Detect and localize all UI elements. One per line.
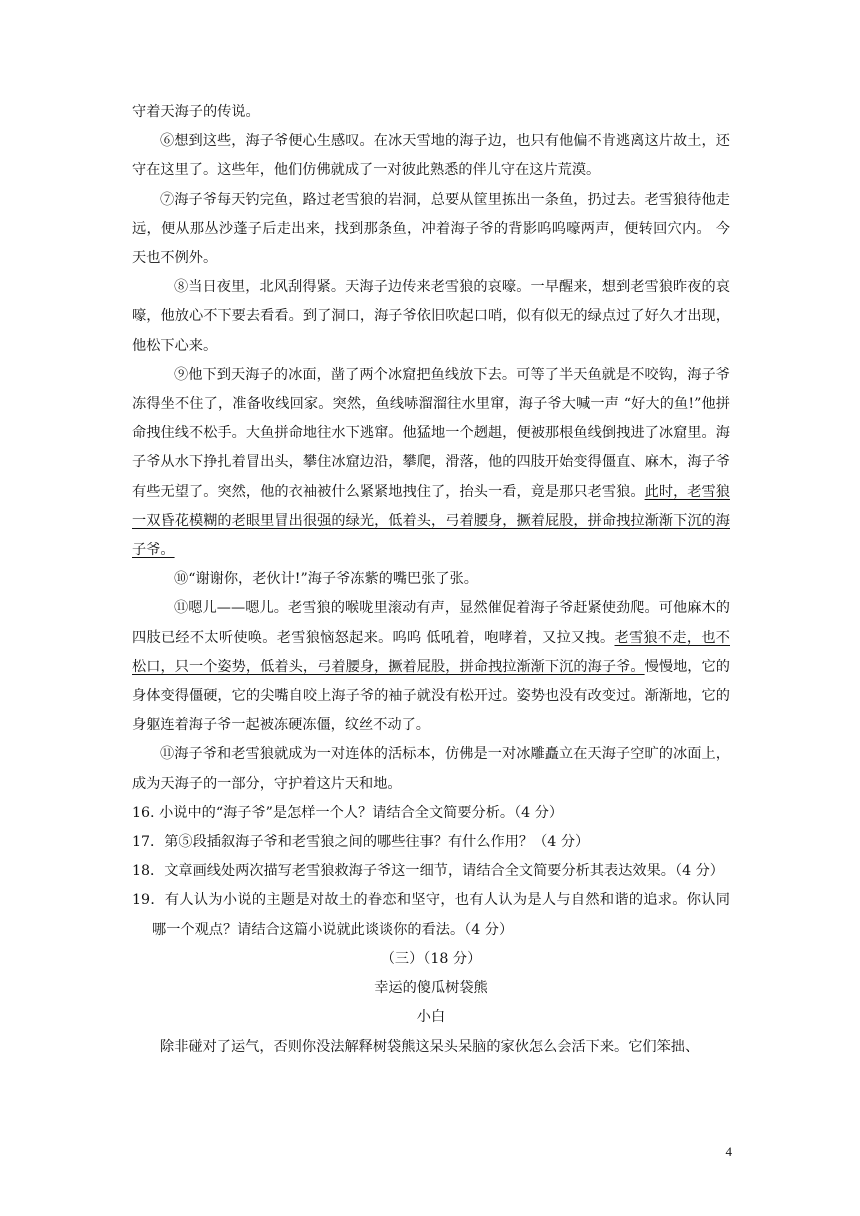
underlined-passage-1: 此时，老雪狼一双昏花模糊的老眼里冒出很强的绿光，低着头，弓着腰身，撅着屁股，拼命拽拉渐渐下沉的海子爷。 [132,483,730,559]
story-paragraph-8: ⑧当日夜里，北风刮得紧。天海子边传来老雪狼的哀嚎。一早醒来，想到老雪狼昨夜的哀嚎，他放心不下要去看看。到了洞口，海子爷依旧吹起口哨，似有似无的绿点过了好久才出现，他松下心来。 [132,279,730,354]
story-paragraph-10: ⑩“谢谢你，老伙计!”海子爷冻紫的嘴巴张了张。 [174,571,478,588]
page-number: 4 [725,1144,732,1159]
story-paragraph-9 [132,361,730,565]
story-paragraph-5-end: 守着天海子的传说。 [132,104,260,120]
story-paragraph-6: ⑥想到这些，海子爷便心生感叹。在冰天雪地的海子边，也只有他偏不肯逃离这片故土，还守在这里了。这些年，他们仿佛就成了一对彼此熟悉的伴儿守在这片荒漠。 [132,133,730,179]
underlined-passage-2: 老雪狼不走，也不松口，只一个姿势，低着头，弓着腰身，撅着屁股，拼命拽拉渐渐下沉的海子爷。 [132,629,730,675]
section-heading: （三）（18 分） [380,950,482,967]
story-paragraph-7: ⑦海子爷每天钓完鱼，路过老雪狼的岩洞，总要从筐里拣出一条鱼，扔过去。老雪狼待他走远，便从那丛沙蓬子后走出来，找到那条鱼，冲着海子爷的背影呜呜嚎两声，便转回穴内。 今天也不例外。 [132,191,730,267]
question-16: 16. 小说中的“海子爷”是怎样一个人？请结合全文简要分析。（4 分） [132,804,564,821]
question-18: 18．文章画线处两次描写老雪狼救海子爷这一细节，请结合全文简要分析其表达效果。（4 分） [132,863,724,880]
article-author: 小白 [416,1009,446,1026]
story-paragraph-11-text: ⑪嗯儿——嗯儿。老雪狼的喉咙里滚动有声，显然催促着海子爷赶紧使劲爬。可他麻木的四肢已经不太听使唤。老雪狼恼怒起来。呜呜 低吼着，咆哮着，又拉又拽。 [132,600,730,646]
article-title: 幸运的傻瓜树袋熊 [374,980,488,997]
story-paragraph-12: ⑪海子爷和老雪狼就成为一对连体的活标本，仿佛是一对冰雕矗立在天海子空旷的冰面上，成为天海子的一部分，守护着这片天和地。 [132,746,730,792]
story-paragraph-11 [132,594,730,740]
story-paragraph-11-rest: 慢慢地，它的身体变得僵硬，它的尖嘴自咬上海子爷的袖子就没有松开过。姿势也没有改变过。渐渐地，它的身躯连着海子爷一起被冻硬冻僵，纹丝不动了。 [132,658,730,734]
page-content [132,98,730,1062]
question-19: 19．有人认为小说的主题是对故土的眷恋和坚守，也有人认为是人与自然和谐的追求。你认同哪一个观点？请结合这篇小说就此谈谈你的看法。（4 分） [132,892,730,938]
question-17: 17．第⑤段插叙海子爷和老雪狼之间的哪些往事？有什么作用？（4 分） [132,834,590,851]
story-paragraph-9-text: ⑨他下到天海子的冰面，凿了两个冰窟把鱼线放下去。可等了半天鱼就是不咬钩，海子爷冻得坐不住了，准备收线回家。突然，鱼线哧溜溜往水里窜，海子爷大喊一声 “好大的鱼!”他拼命拽住线不松手。大鱼拼命地往水下逃窜。他猛地一个趔趄，便被那根鱼线倒拽进了冰窟里。海子爷从水下挣扎着冒出头，攀住冰窟边沿，攀爬，滑落，他的四肢开始变得僵直、麻木，海子爷有些无望了。突然，他的衣袖被什么紧紧地拽住了，抬头一看，竟是那只老雪狼。 [132,366,730,500]
article-paragraph-1: 除非碰对了运气，否则你没法解释树袋熊这呆头呆脑的家伙怎么会活下来。它们笨拙、 [160,1038,700,1055]
